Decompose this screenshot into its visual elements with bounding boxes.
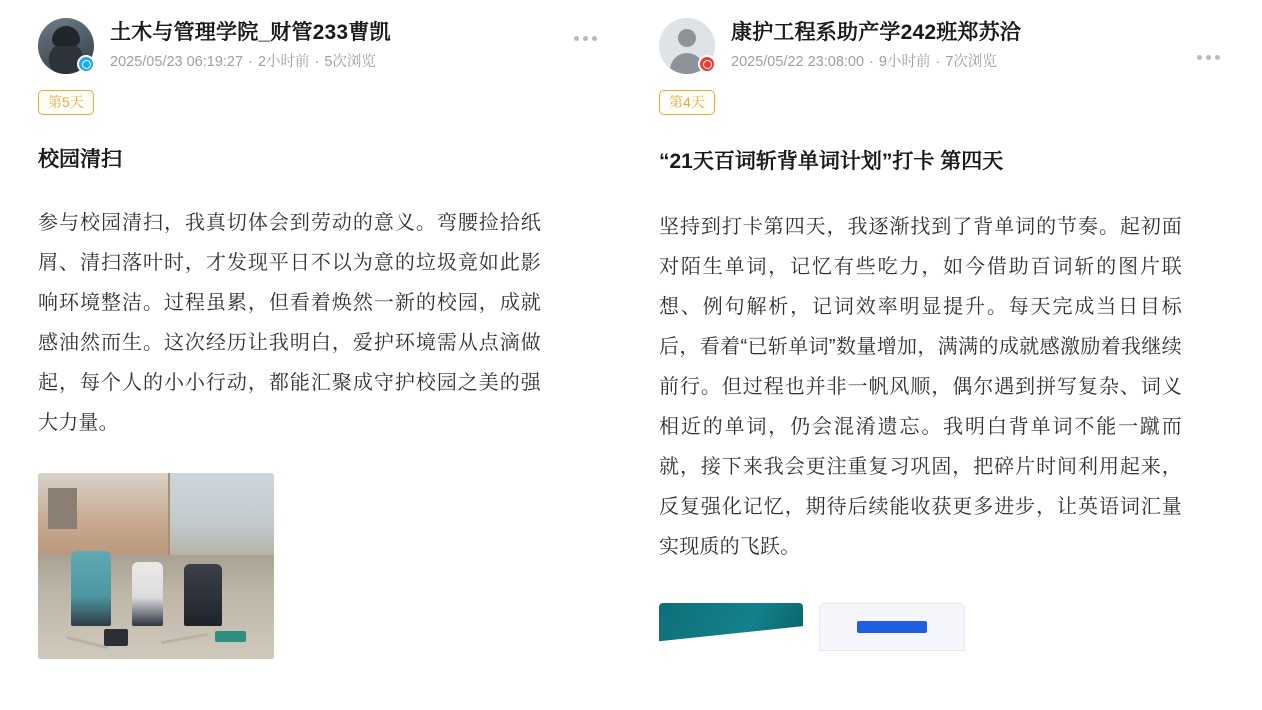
verified-badge-icon xyxy=(77,55,95,73)
post-timestamp: 2025/05/22 23:08:00 xyxy=(731,54,865,70)
post-images xyxy=(38,473,541,659)
photo-dustpan xyxy=(215,631,246,642)
author-info xyxy=(731,18,1182,71)
post-header xyxy=(38,18,541,74)
avatar[interactable] xyxy=(38,18,94,74)
post-body: 参与校园清扫，我真切体会到劳动的意义。弯腰捡拾纸屑、清扫落叶时，才发现平日不以为意的垃圾竟如此影响环境整洁。过程虽累，但看着焕然一新的校园，成就感油然而生。这次经历让我明白，爱护环境需从点滴做起，每个人的小小行动，都能汇聚成守护校园之美的强大力量。 xyxy=(38,212,541,434)
more-options-icon[interactable] xyxy=(574,36,597,41)
meta-separator: · xyxy=(248,54,253,70)
photo-person xyxy=(132,562,163,625)
avatar-head xyxy=(678,29,696,47)
photo-building xyxy=(38,473,170,555)
study-screenshot-2[interactable] xyxy=(819,603,965,651)
post-meta xyxy=(110,53,541,71)
post-relative-time: 9小时前 xyxy=(878,54,931,70)
post-images xyxy=(659,603,1182,651)
post-header xyxy=(659,18,1182,74)
post-title: 校园清扫 xyxy=(38,148,122,171)
photo-trash-bag xyxy=(104,629,128,646)
author-name: 康护工程系助产学242班郑苏洽 xyxy=(731,21,1022,44)
post-title: “21天百词斩背单词计划”打卡 第四天 xyxy=(659,150,1004,173)
meta-separator: · xyxy=(869,54,874,70)
more-options-icon[interactable] xyxy=(1197,55,1220,60)
avatar[interactable] xyxy=(659,18,715,74)
post-timestamp: 2025/05/23 06:19:27 xyxy=(110,54,244,70)
alert-badge-icon xyxy=(698,55,716,73)
dot xyxy=(1206,55,1211,60)
post-view-count: 7次浏览 xyxy=(945,54,997,70)
post-meta xyxy=(731,53,1182,71)
dot xyxy=(1197,55,1202,60)
day-badge: 第5天 xyxy=(38,90,94,115)
meta-separator: · xyxy=(314,54,320,70)
study-screenshot-1[interactable] xyxy=(659,603,803,651)
dot xyxy=(1215,55,1220,60)
dot xyxy=(592,36,597,41)
photo-person xyxy=(71,551,111,625)
author-name: 土木与管理学院_财管233曹凯 xyxy=(110,21,391,44)
meta-separator: · xyxy=(935,54,941,70)
day-badge: 第4天 xyxy=(659,90,715,115)
author-info xyxy=(110,18,541,71)
post-card-right xyxy=(631,0,1262,710)
dot xyxy=(574,36,579,41)
post-relative-time: 2小时前 xyxy=(257,54,310,70)
photo-person xyxy=(184,564,222,625)
campus-cleaning-photo[interactable] xyxy=(38,473,274,659)
dot xyxy=(583,36,588,41)
post-body: 坚持到打卡第四天，我逐渐找到了背单词的节奏。起初面对陌生单词，记忆有些吃力，如今借助百词斩的图片联想、例句解析，记词效率明显提升。每天完成当日目标后，看着“已斩单词”数量增加，满满的成就感激励着我继续前行。但过程也并非一帆风顺，偶尔遇到拼写复杂、词义相近的单词，仍会混淆遗忘。我明白背单词不能一蹴而就，接下来我会更注重复习巩固，把碎片时间利用起来，反复强化记忆，期待后续能收获更多进步，让英语词汇量实现质的飞跃。 xyxy=(659,216,1182,558)
post-view-count: 5次浏览 xyxy=(324,54,376,70)
